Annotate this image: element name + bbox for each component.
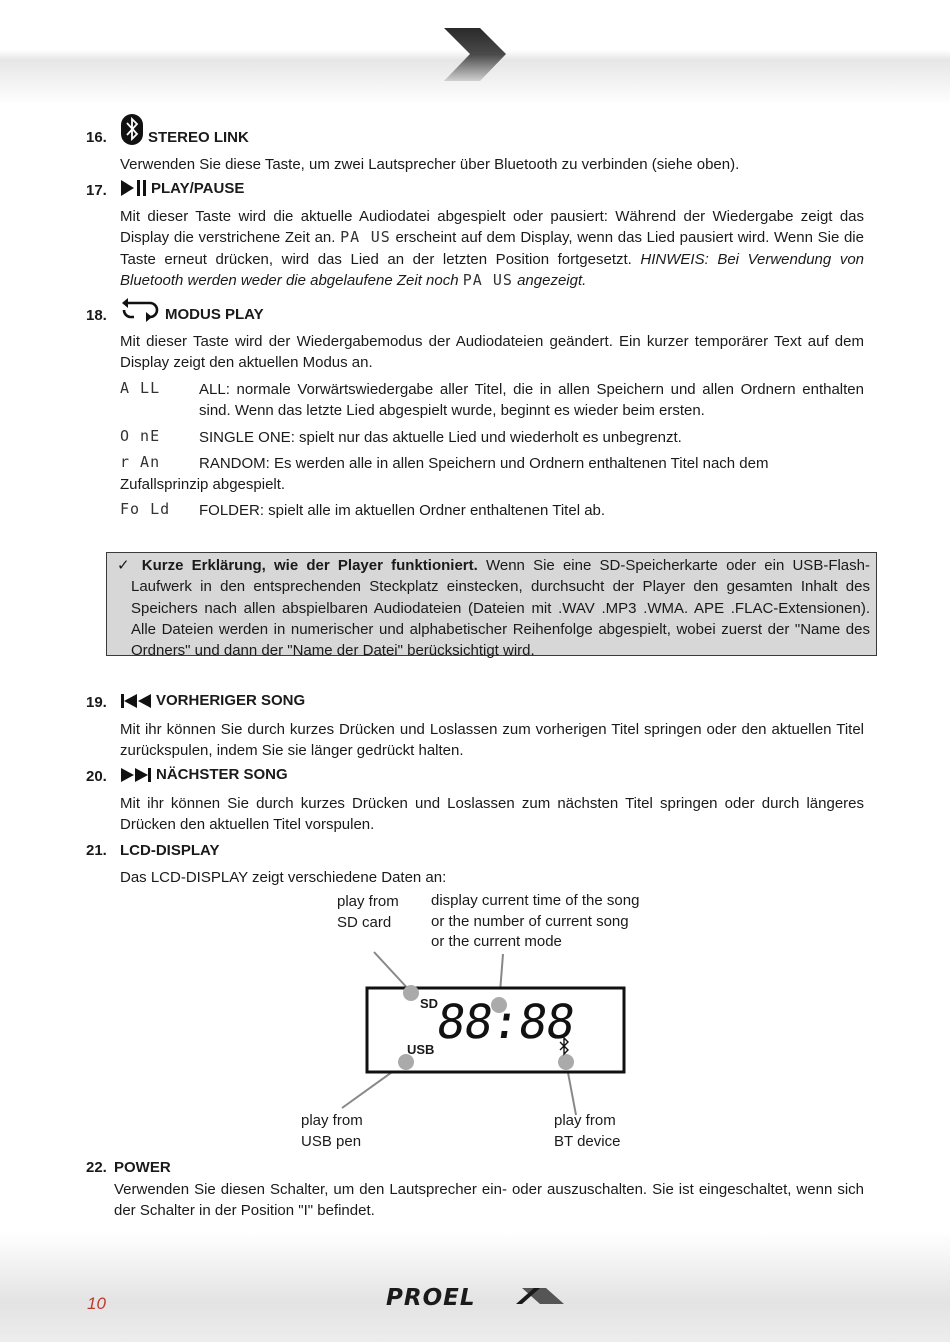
section-heading-18 <box>120 296 264 323</box>
mode-text-random: RANDOM: Es werden alle in allen Speichern und Ordnern enthaltenen Titel nach dem <box>199 455 769 472</box>
info-note-box <box>106 552 877 660</box>
section-number-22: 22. <box>86 1159 107 1176</box>
note-text: Wenn Sie eine SD-Speicherkarte oder ein USB-Flash-Laufwerk in den entsprechenden Steckplatz einstecken, durchsucht der Player den gesamten Inhalt des Speichers nach allen abspielbaren Audiodateien (Dateien mit .WAV .MP3 .WMA. APE .FLAC-Extensionen). Alle Dateien werden in numerischer und alphabetischer Reihenfolge abgespielt, wobei zuerst der "Name des Ordners" und dann der "Name der Datei" berücksichtigt wird. <box>131 557 870 660</box>
mode-code-folder: Fo Ld <box>120 500 171 518</box>
label-play-usb-line2: USB pen <box>301 1133 362 1150</box>
section-number-19: 19. <box>86 694 107 711</box>
label-display-time-line1: display current time of the song <box>431 892 640 909</box>
label-play-bt <box>554 1110 620 1152</box>
page-number: 10 <box>87 1294 106 1313</box>
section-number-16: 16. <box>86 129 107 146</box>
section-title-19: VORHERIGER SONG <box>156 692 306 709</box>
label-play-bt-line2: BT device <box>554 1133 621 1150</box>
section-title-21: LCD-DISPLAY <box>120 842 220 859</box>
label-display-time-line2: or the number of current song <box>431 912 629 930</box>
section-heading-16 <box>120 112 249 146</box>
section-number-17: 17. <box>86 182 107 199</box>
section-text-17a: Mit dieser Taste wird die aktuelle Audiodatei abgespielt oder pausiert: Während der Wiedergabe zeigt das Display die verstrichene Zeit an. <box>120 208 864 247</box>
section-number-20: 20. <box>86 768 107 785</box>
section-heading-19 <box>120 692 305 709</box>
note-bold: Kurze Erklärung, wie der Player funktioniert. <box>141 557 478 574</box>
section-title-17: PLAY/PAUSE <box>151 179 245 197</box>
mode-text-folder: FOLDER: spielt alle im aktuellen Ordner enthaltenen Titel ab. <box>199 502 606 519</box>
mode-code-one: O nE <box>120 427 161 445</box>
hint-text-17a: HINWEIS: Bei Verwendung von Bluetooth werden weder die abgelaufene Zeit noch <box>120 250 864 290</box>
proel-logo-mark <box>386 1284 566 1310</box>
previous-track-icon <box>120 693 152 709</box>
logo-text: PROEL <box>386 1285 476 1310</box>
section-title-18: MODUS PLAY <box>165 306 264 323</box>
section-number-18: 18. <box>86 307 107 324</box>
chevron-icon <box>444 28 508 82</box>
section-text-17 <box>120 206 864 292</box>
mode-code-random: r An <box>120 453 161 471</box>
play-pause-icon <box>120 179 148 197</box>
label-play-usb <box>301 1110 363 1152</box>
proel-logo <box>386 1284 566 1314</box>
section-text-18: Mit dieser Taste wird der Wiedergabemodus der Audiodateien geändert. Ein kurzer temporärer Text auf dem Display zeigt den aktuellen Modus an. <box>120 333 864 372</box>
section-text-20: Mit ihr können Sie durch kurzes Drücken und Loslassen zum nächsten Titel springen oder durch längeres Drücken den aktuellen Titel vorspulen. <box>120 795 864 834</box>
lcd-sd-label: SD <box>420 996 439 1011</box>
label-play-usb-line1: play from <box>301 1112 363 1129</box>
label-display-time <box>431 891 639 953</box>
mode-code-all: A LL <box>120 379 161 397</box>
section-text-22: Verwenden Sie diesen Schalter, um den Lautsprecher ein- oder auszuschalten. Sie ist eingeschaltet, wenn sich der Schalter in der Position "I" befindet. <box>114 1181 864 1220</box>
sd-indicator-dot <box>403 985 419 1001</box>
lcd-digits: 88:88 <box>433 995 578 1050</box>
hint-text-17b: angezeigt. <box>517 272 587 290</box>
section-title-22: POWER <box>114 1159 171 1176</box>
lcd-code-paus-2: PA US <box>462 271 513 290</box>
bt-indicator-dot <box>558 1054 574 1070</box>
label-play-sd-line1: play from <box>337 893 399 910</box>
lcd-usb-label: USB <box>407 1042 435 1057</box>
mode-text-one: SINGLE ONE: spielt nur das aktuelle Lied und wiederholt es unbegrenzt. <box>199 429 682 446</box>
label-play-bt-line1: play from <box>554 1112 616 1129</box>
next-track-icon <box>120 767 152 783</box>
section-text-17b: erscheint auf dem Display, wenn das Lied pausiert wird. Wenn Sie die Taste erneut drücken, wird das Lied an der letzten Position fortgesetzt. <box>120 229 864 268</box>
section-heading-17 <box>120 179 244 197</box>
section-text-19: Mit ihr können Sie durch kurzes Drücken und Loslassen zum vorherigen Titel springen oder den aktuellen Titel zurückspulen, indem Sie sie länger gedrückt halten. <box>120 721 864 760</box>
section-title-16: STEREO LINK <box>148 129 249 146</box>
mode-text-random-2: Zufallsprinzip abgespielt. <box>120 476 286 493</box>
mode-text-all: ALL: normale Vorwärtswiedergabe aller Titel, die in allen Speichern und allen Ordnern enthalten sind. Wenn das letzte Lied abgespielt wurde, beginnt es wieder beim ersten. <box>199 381 864 420</box>
section-text-21: Das LCD-DISPLAY zeigt verschiedene Daten an: <box>120 869 447 886</box>
lcd-code-paus: PA US <box>340 228 391 247</box>
section-text-16: Verwenden Sie diese Taste, um zwei Lautsprecher über Bluetooth zu verbinden (siehe oben). <box>120 156 740 173</box>
check-icon: ✓ <box>117 557 134 574</box>
section-number-21: 21. <box>86 842 107 859</box>
label-play-sd-line2: SD card <box>337 914 392 931</box>
label-play-sd <box>337 891 399 933</box>
section-heading-20 <box>120 766 288 783</box>
section-title-20: NÄCHSTER SONG <box>156 766 288 783</box>
repeat-icon <box>120 297 160 323</box>
bluetooth-icon <box>120 113 144 146</box>
label-display-time-line3: or the current mode <box>431 933 562 950</box>
